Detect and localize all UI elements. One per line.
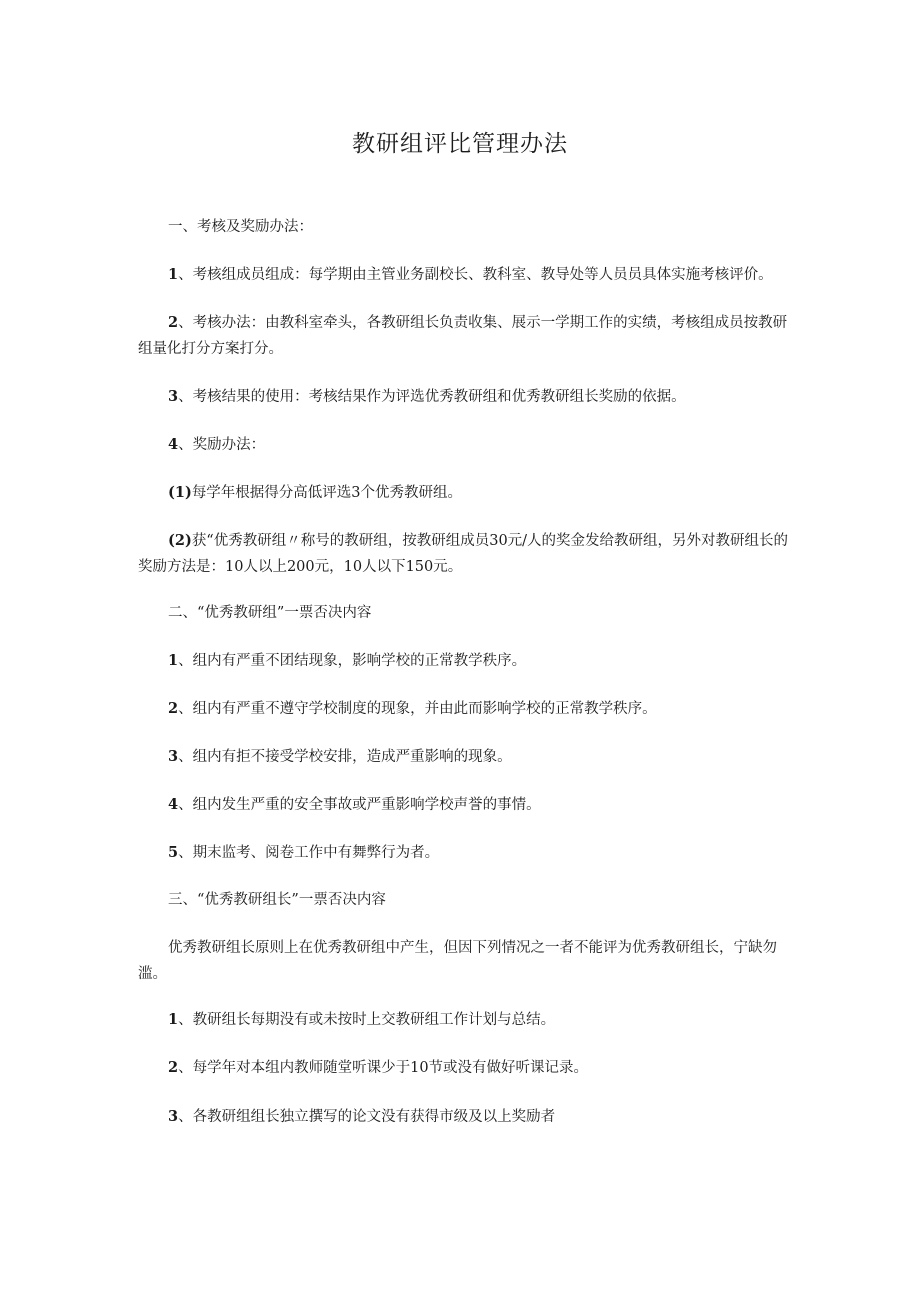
list-item [168,648,790,674]
item-number: (2) [168,532,192,549]
item-number: 3 [168,748,179,765]
list-item [168,1055,790,1081]
item-text: 、教研组长每期没有或未按时上交教研组工作计划与总结。 [178,1012,556,1028]
item-text: 、各教研组组长独立撰写的论文没有获得市级及以上奖励者 [178,1109,556,1125]
section-heading: 二、“优秀教研组”一票否决内容 [168,605,372,621]
item-number: 2 [168,700,179,717]
list-item [168,792,790,818]
list-item [168,432,790,458]
item-number: 3 [168,388,179,405]
list-item [138,310,790,362]
item-text: 、考核结果的使用：考核结果作为评选优秀教研组和优秀教研组长奖励的依据。 [178,389,686,405]
item-number: 4 [168,436,179,453]
item-number: 2 [168,314,179,331]
list-item [168,1104,790,1130]
list-item [168,384,790,410]
item-number: 3 [168,1108,179,1125]
list-item [168,696,790,722]
list-item [168,744,790,770]
list-item [168,840,790,866]
section-heading: 三、“优秀教研组长”一票否决内容 [168,892,386,908]
item-text: 、考核办法：由教科室牵头，各教研组长负责收集、展示一学期工作的实绩，考核组成员按教研组量化打分方案打分。 [138,315,788,357]
item-text: 、每学年对本组内教师随堂听课少于10节或没有做好听课记录。 [178,1060,589,1076]
section-heading: 一、考核及奖励办法： [168,219,313,235]
item-number: 1 [168,652,179,669]
item-number: 5 [168,844,179,861]
list-item [168,1007,790,1033]
item-text: 获“优秀教研组〃称号的教研组，按教研组成员30元/人的奖金发给教研组，另外对教研组长的奖励方法是：10人以上200元，10人以下150元。 [138,533,789,575]
item-text: 、考核组成员组成：每学期由主管业务副校长、教科室、教导处等人员员具体实施考核评价。 [178,267,773,283]
item-number: 2 [168,1059,179,1076]
item-number: 1 [168,266,179,283]
item-text: 、组内有严重不遵守学校制度的现象，并由此而影响学校的正常教学秩序。 [178,701,657,717]
list-item [138,528,790,580]
item-text: 、组内有严重不团结现象，影响学校的正常教学秩序。 [178,653,527,669]
item-text: 每学年根据得分高低评选3个优秀教研组。 [191,485,463,501]
list-item [168,262,790,288]
list-item [168,480,790,506]
section-intro: 优秀教研组长原则上在优秀教研组中产生，但因下列情况之一者不能评为优秀教研组长，宁缺勿滥。 [138,940,777,982]
document-title: 教研组评比管理办法 [352,131,568,157]
item-text: 、组内有拒不接受学校安排，造成严重影响的现象。 [178,749,512,765]
item-number: (1) [168,484,192,501]
item-text: 、组内发生严重的安全事故或严重影响学校声誉的事情。 [178,797,541,813]
item-number: 1 [168,1011,179,1028]
item-text: 、期末监考、阅卷工作中有舞弊行为者。 [178,845,440,861]
item-number: 4 [168,796,179,813]
item-text: 、奖励办法： [178,437,266,453]
